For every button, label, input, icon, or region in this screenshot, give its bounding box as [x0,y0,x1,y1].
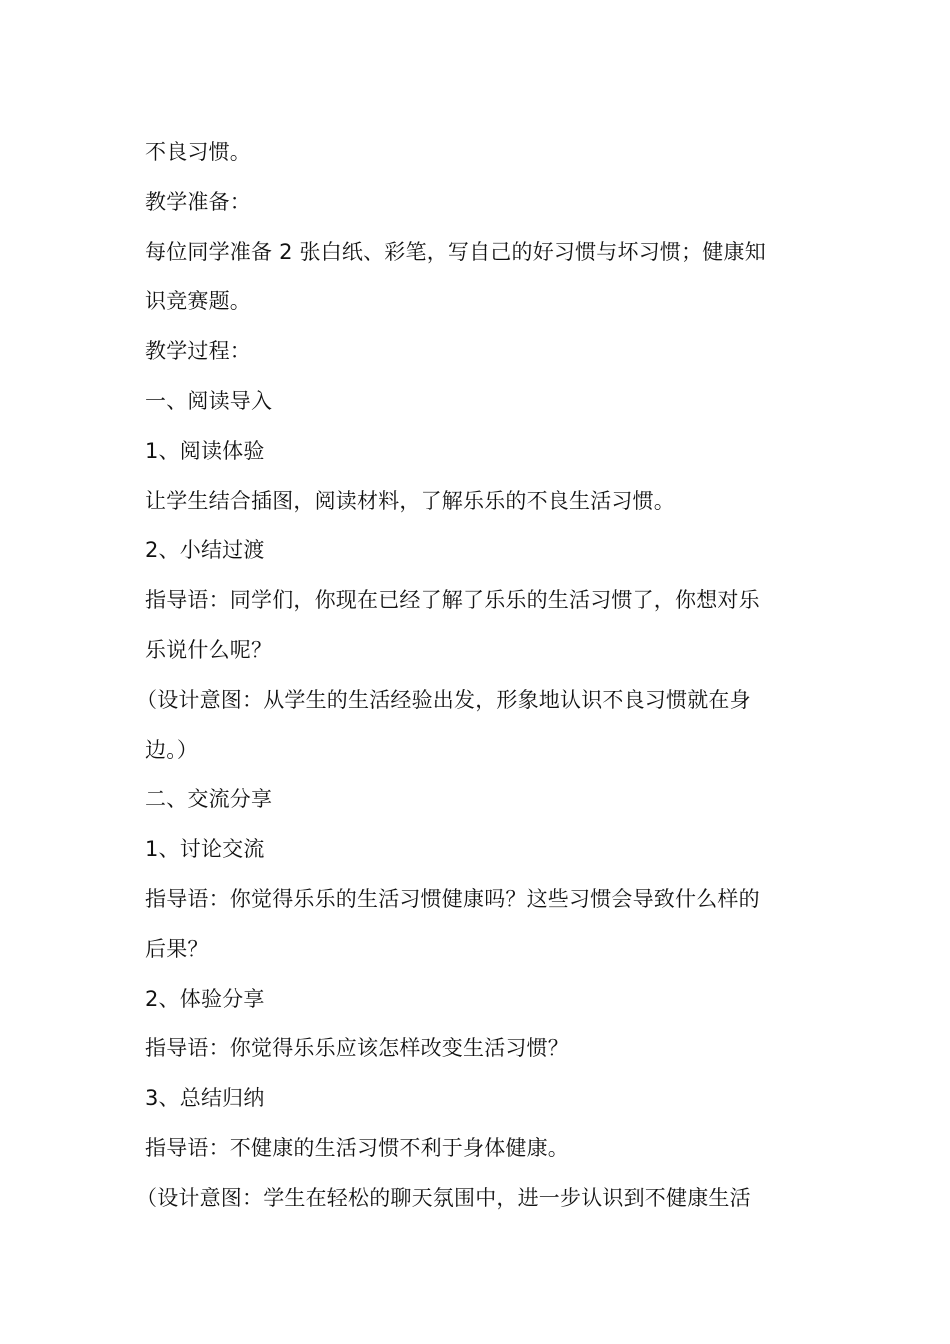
subheading: 1、阅读体验 [145,438,265,463]
text-line: 每位同学准备 2 张白纸、彩笔，写自己的好习惯与坏习惯；健康知 [145,239,766,264]
section-heading-preparation: 教学准备： [145,189,251,214]
section-heading-reading: 一、阅读导入 [145,388,273,413]
text-line: 边。） [145,737,199,762]
subheading: 3、总结归纳 [145,1086,265,1111]
design-intent-note: （设计意图：学生在轻松的聊天氛围中，进一步认识到不健康生活 [136,1185,751,1210]
text-line: 不良习惯。 [145,140,251,164]
design-intent-note: （设计意图：从学生的生活经验出发，形象地认识不良习惯就在身 [136,687,751,712]
text-line: 指导语：你觉得乐乐的生活习惯健康吗？这些习惯会导致什么样的 [145,886,760,911]
text-line: 识竞赛题。 [145,289,251,314]
text-line: 指导语：不健康的生活习惯不利于身体健康。 [145,1135,569,1160]
text-line: 指导语：同学们，你现在已经了解了乐乐的生活习惯了，你想对乐 [145,588,760,613]
section-heading-sharing: 二、交流分享 [145,787,273,812]
text-line: 乐说什么呢？ [145,637,273,662]
text-line: 后果？ [145,936,209,961]
subheading: 2、体验分享 [145,986,265,1011]
text-line: 指导语：你觉得乐乐应该怎样改变生活习惯？ [145,1036,569,1061]
text-line: 让学生结合插图，阅读材料，了解乐乐的不良生活习惯。 [145,488,675,513]
subheading: 2、小结过渡 [145,538,265,563]
section-heading-process: 教学过程： [145,339,251,364]
document-body [136,128,810,1224]
subheading: 1、讨论交流 [145,837,265,862]
